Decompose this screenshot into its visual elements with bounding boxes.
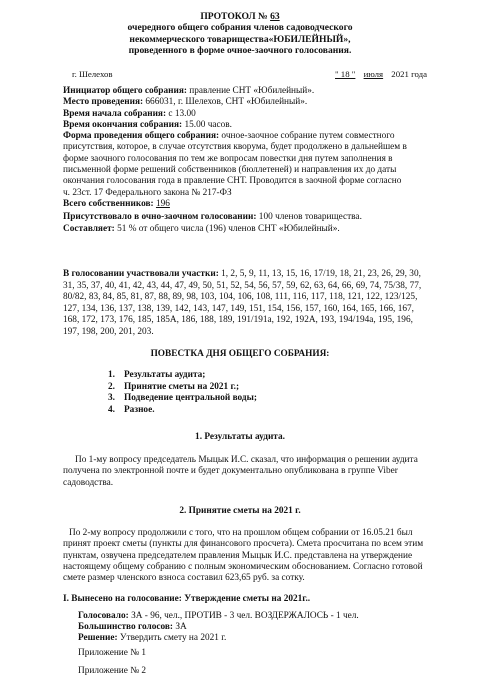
date-day: " 18 "	[335, 69, 356, 79]
protocol-number: 63	[270, 11, 280, 22]
initiator-row: Инициатор общего собрания: правление СНТ «Юбилейный».	[63, 86, 315, 96]
form-line: присутствия, которое, в случае отсутствия кворума, будет продолжено в дальнейшем в	[63, 142, 407, 153]
section2-line: настоящему общему собранию с полным экономическим обоснованием. Согласно готовой	[63, 561, 423, 572]
owners-count: 196	[155, 198, 170, 209]
form-line: окончания голосования года в правление СНТ. Проводится в заочной форме согласно	[63, 176, 402, 187]
agenda-item: 2. Принятие сметы на 2021 г.;	[108, 381, 240, 392]
city: г. Шелехов	[72, 69, 113, 79]
section2-line: По 2-му вопросу продолжили с того, что на прошлом общем собрании от 16.05.21 был	[69, 528, 413, 538]
header-line-2: очередного общего собрания членов садоводческого	[127, 22, 353, 34]
section2-line: смете размер членского взноса составил 623,65 руб. за сотку.	[63, 573, 305, 584]
participants-line: В голосовании участвовали участки: 1, 2, 5, 9, 11, 13, 15, 16, 17/19, 18, 21, 23, 26, 29, 30,	[63, 269, 421, 279]
section1-title: 1. Результаты аудита.	[195, 432, 285, 442]
meeting-date	[335, 69, 427, 80]
form-line: письменной форме решений собственников (бюллетеней) и направления их до даты	[63, 165, 397, 176]
participants-line: 31, 35, 37, 40, 41, 42, 43, 44, 47, 49, 50, 51, 52, 54, 56, 57, 59, 62, 63, 64, 66, 69, 74, 75/38, 77,	[63, 280, 422, 291]
participants-line: 127, 134, 136, 137, 138, 139, 142, 143, 147, 149, 151, 154, 156, 157, 160, 164, 165, 166, 167,	[63, 303, 414, 314]
protocol-header	[0, 11, 480, 57]
appendix-1: Приложение № 1	[78, 648, 147, 658]
section2-body	[63, 528, 458, 584]
meeting-details	[63, 86, 433, 235]
majority-row: Большинство голосов: ЗА	[78, 621, 187, 632]
form-line: ч. 23ст. 17 Федерального закона № 217-ФЗ	[63, 187, 232, 198]
vote-count-row: Голосовало: ЗА - 96, чел., ПРОТИВ - 3 чел. ВОЗДЕРЖАЛОСЬ - 1 чел.	[78, 611, 359, 621]
agenda-item: 3. Подведение центральной воды;	[108, 393, 257, 404]
end-time-row: Время окончания собрания: 15.00 часов.	[63, 119, 232, 130]
protocol-title: ПРОТОКОЛ № 63	[200, 11, 280, 22]
participants-line: 168, 172, 173, 176, 185, 185А, 186, 188, 189, 191/191а, 192, 192А, 193, 194/194а, 195, 196,	[63, 315, 413, 326]
vote-results	[78, 611, 458, 643]
decision-row: Решение: Утвердить смету на 2021 г.	[78, 632, 227, 643]
participants-block	[63, 269, 443, 339]
agenda-title: ПОВЕСТКА ДНЯ ОБЩЕГО СОБРАНИЯ:	[150, 349, 330, 359]
header-line-3: некоммерческого товарищества«ЮБИЛЕЙНЫЙ»,	[129, 33, 351, 45]
section1-line: получена по электронной почте и будет документально опубликована в группе Viber	[63, 466, 398, 477]
place-row: Место проведения: 666031, г. Шелехов, СНТ «Юбилейный».	[63, 97, 308, 108]
agenda-item: 1. Результаты аудита;	[108, 370, 206, 380]
form-line: форме заочного голосования по тем же вопросам повестки дня путем заполнения в	[63, 153, 393, 164]
owners-row: Всего собственников: 196	[63, 198, 170, 209]
agenda-list	[108, 370, 257, 416]
participants-line: 80/82, 83, 84, 85, 81, 87, 88, 89, 98, 103, 104, 106, 108, 111, 116, 117, 118, 121, 122, 123/125,	[63, 292, 418, 303]
agenda-item: 4. Разное.	[108, 404, 155, 415]
section1-line: По 1-му вопросу председатель Мыцык И.С. сказал, что информация о решении аудита	[75, 455, 418, 465]
participants-line: 197, 198, 200, 201, 203.	[63, 326, 154, 337]
section2-title: 2. Принятие сметы на 2021 г.	[179, 506, 301, 516]
date-year: 2021 года	[391, 69, 428, 79]
vote-title: I. Вынесено на голосование: Утверждение сметы на 2021г..	[63, 594, 311, 604]
date-month: июля	[363, 69, 384, 79]
appendix-2: Приложение № 2	[78, 666, 147, 676]
form-row: Форма проведения общего собрания: очное-заочное собрание путем совместного	[63, 131, 395, 142]
section2-line: принят проект сметы (пункты для финансового просчета). Смета просчитана по всем этим	[63, 539, 424, 550]
present-row: Присутствовало в очно-заочном голосовании: 100 членов товарищества.	[63, 212, 362, 223]
header-line-4: проведенного в форме очное-заочного голосования.	[128, 45, 352, 57]
section1-body	[63, 455, 453, 489]
start-time-row: Время начала собрания: с 13.00	[63, 108, 196, 119]
ratio-row: Составляет: 51 % от общего числа (196) членов СНТ «Юбилейный».	[63, 223, 340, 234]
section2-line: пунктам, озвучена председателем правления Мыцык И.С. представлена на утверждение	[63, 550, 413, 561]
section1-line: садоводства.	[63, 477, 114, 488]
